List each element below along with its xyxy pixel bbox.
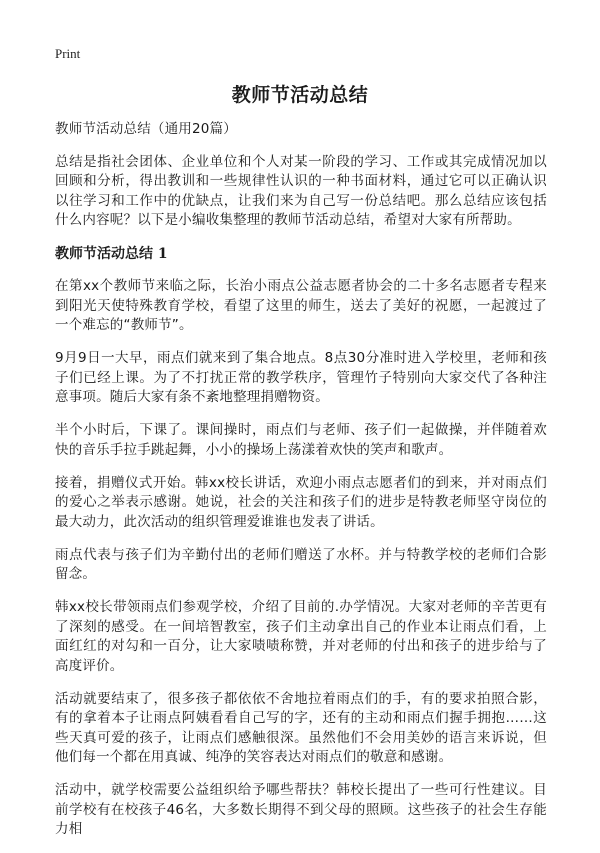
print-link[interactable]: Print	[55, 46, 81, 61]
article-body	[55, 120, 547, 853]
paragraph: 在第xx个教师节来临之际，长治小雨点公益志愿者协会的二十多名志愿者专程来到阳光天使特殊教育学校，看望了这里的师生，送去了美好的祝愿，一起渡过了一个难忘的“教师节”。	[55, 278, 547, 333]
paragraph: 韩xx校长带领雨点们参观学校，介绍了目前的.办学情况。大家对老师的辛苦更有了深刻的感受。在一间培智教室，孩子们主动拿出自己的作业本让雨点们看，上面红红的对勾和一百分，让大家啧啧称赞，并对老师的付出和孩子的进步给与了高度评价。	[55, 599, 547, 674]
paragraph: 雨点代表与孩子们为辛勤付出的老师们赠送了水杯。并与特教学校的老师们合影留念。	[55, 546, 547, 582]
paragraph: 接着，捐赠仪式开始。韩xx校长讲话，欢迎小雨点志愿者们的到来，并对雨点们的爱心之举表示感谢。她说，社会的关注和孩子们的进步是特教老师坚守岗位的最大动力，此次活动的组织管理爱谁谁也发表了讲话。	[55, 474, 547, 530]
page-title: 教师节活动总结	[231, 84, 369, 106]
paragraph: 9月9日一大早，雨点们就来到了集合地点。8点30分准时进入学校里，老师和孩子们已经上课。为了不打扰正常的教学秩序，管理竹子特别向大家交代了各种注意事项。随后大家有条不紊地整理捐赠物资。	[55, 350, 547, 405]
paragraph: 活动就要结束了，很多孩子都依依不舍地拉着雨点们的手，有的要求拍照合影，有的拿着本子让雨点阿姨看看自己写的字，还有的主动和雨点们握手拥抱……这些天真可爱的孩子，让雨点们感触很深。虽然他们不会用美妙的语言来诉说，但他们每一个都在用真诚、纯净的笑容表达对雨点们的敬意和感谢。	[55, 690, 547, 765]
intro-paragraph: 总结是指社会团体、企业单位和个人对某一阶段的学习、工作或其完成情况加以回顾和分析，得出教训和一些规律性认识的一种书面材料，通过它可以正确认识以往学习和工作中的优缺点，让我们来为自己写一份总结吧。那么总结应该包括什么内容呢？以下是小编收集整理的教师节活动总结，希望对大家有所帮助。	[55, 153, 547, 228]
section-heading: 教师节活动总结 1	[55, 246, 168, 262]
article-subtitle: 教师节活动总结（通用20篇）	[55, 121, 237, 137]
paragraph: 半个小时后，下课了。课间操时，雨点们与老师、孩子们一起做操，并伴随着欢快的音乐手拉手跳起舞，小小的操场上荡漾着欢快的笑声和歌声。	[55, 422, 547, 458]
paragraph: 活动中，就学校需要公益组织给予哪些帮扶？韩校长提出了一些可行性建议。目前学校有在校孩子46名，大多数长期得不到父母的照顾。这些孩子的社会生存能力相	[55, 782, 547, 837]
